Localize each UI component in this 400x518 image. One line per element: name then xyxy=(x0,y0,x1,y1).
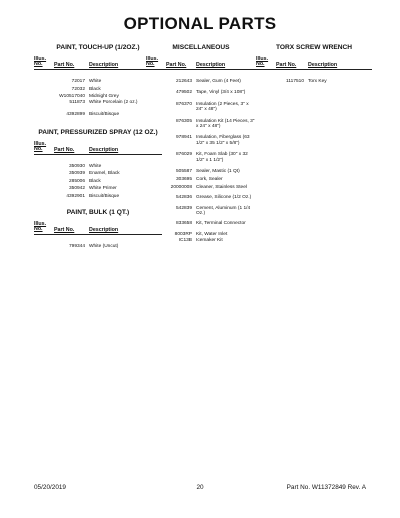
part-no-header: Part No. xyxy=(54,227,75,234)
table-row: 350942 White Primer xyxy=(68,186,117,192)
table-row: W10517040 Midnight Grey xyxy=(59,93,119,99)
table-row: 833658 Kit, Terminal Connector xyxy=(175,220,246,226)
table-row: 511873 White Porcelain (2 oz.) xyxy=(69,100,138,106)
table-row: 212643 Sealer, Gum (4 Feet) xyxy=(175,79,241,84)
footer-part-number: Part No. W11372849 Rev. A xyxy=(286,484,366,491)
table-row: 542839 Cement, Aluminum (1 1/4 Oz.) xyxy=(175,205,251,217)
description-header: Description xyxy=(308,62,338,68)
table-row: 350939 Enamel, Black xyxy=(68,171,120,177)
table-row: 876029 Kit, Foam Slab (30" x 32 1/2" x 1 1/2") xyxy=(175,152,248,163)
illus-header: Illus. No. xyxy=(146,55,159,68)
table-row: 285006 Black xyxy=(68,178,101,184)
table-row: 20000008 Cleaner, Stainless Steel xyxy=(170,184,247,190)
page-title: OPTIONAL PARTS xyxy=(123,14,277,33)
part-no-header: Part No. xyxy=(54,62,75,68)
section-pressurized-spray xyxy=(34,129,162,199)
table-row: 479502 Tape, Vinyl (3/4 x 108") xyxy=(175,90,246,96)
illus-header: Illus. No. xyxy=(34,220,47,233)
illus-header: Illus. No. xyxy=(34,140,47,153)
table-row: 799344 White (Uncut) xyxy=(68,244,119,250)
part-no-header: Part No. xyxy=(276,62,297,68)
section-bulk xyxy=(34,209,162,249)
table-row: 876370 Insulation (2 Pieces, 3" x 24" x 48") xyxy=(175,101,249,113)
column-header xyxy=(34,221,162,235)
description-header: Description xyxy=(89,227,119,234)
column-header xyxy=(256,56,372,70)
footer-page-number: 20 xyxy=(196,484,204,491)
torx-wrench-column xyxy=(256,44,372,84)
illus-header: Illus. No. xyxy=(34,55,47,68)
section-touch-up xyxy=(34,44,162,117)
section-title: PAINT, BULK (1 QT.) xyxy=(66,209,130,217)
footer-date: 05/20/2019 xyxy=(34,484,66,491)
table-row: 505587 Sealer, Mastic (1 Qt) xyxy=(175,169,240,175)
description-header: Description xyxy=(196,62,226,68)
description-header: Description xyxy=(89,62,119,68)
table-row: 350930 White xyxy=(68,164,102,170)
table-row: 542836 Grease, Silicone (1/2 Oz.) xyxy=(175,195,252,201)
table-row: 978941 Insulation, Fiberglass (63 1/2" x 35 1/2" x 5/8") xyxy=(175,135,250,146)
table-row: 72032 Black xyxy=(71,87,101,93)
illus-header: Illus. No. xyxy=(256,55,269,68)
column-header xyxy=(34,56,162,70)
table-row: 303695 Cork, Sealer xyxy=(175,177,223,183)
column-header xyxy=(146,56,256,70)
table-row: 72017 White xyxy=(71,79,102,84)
miscellaneous-column xyxy=(146,44,256,244)
part-no-header: Part No. xyxy=(54,147,75,154)
table-row: IC13B Icemaker Kit xyxy=(178,238,223,244)
table-row: 8003RP Kit, Water Inlet xyxy=(174,231,228,237)
part-no-header: Part No. xyxy=(166,62,187,68)
column-header xyxy=(34,141,162,155)
paint-column xyxy=(34,44,162,249)
table-row: 1117510 Torx Key xyxy=(286,79,327,84)
description-header: Description xyxy=(89,147,119,154)
section-title: MISCELLANEOUS xyxy=(172,44,230,51)
table-row: 4392899 Biscuit/Bisque xyxy=(66,111,120,117)
section-title: PAINT, PRESSURIZED SPRAY (12 OZ.) xyxy=(38,129,158,137)
section-title: PAINT, TOUCH-UP (1/2OZ.) xyxy=(56,44,140,51)
section-title: TORX SCREW WRENCH xyxy=(275,44,353,51)
table-row: 876305 Insulation Kit (14 Pieces, 3" x 24" x 48") xyxy=(175,118,255,130)
table-row: 4392901 Biscuit/Bisque xyxy=(66,193,120,199)
